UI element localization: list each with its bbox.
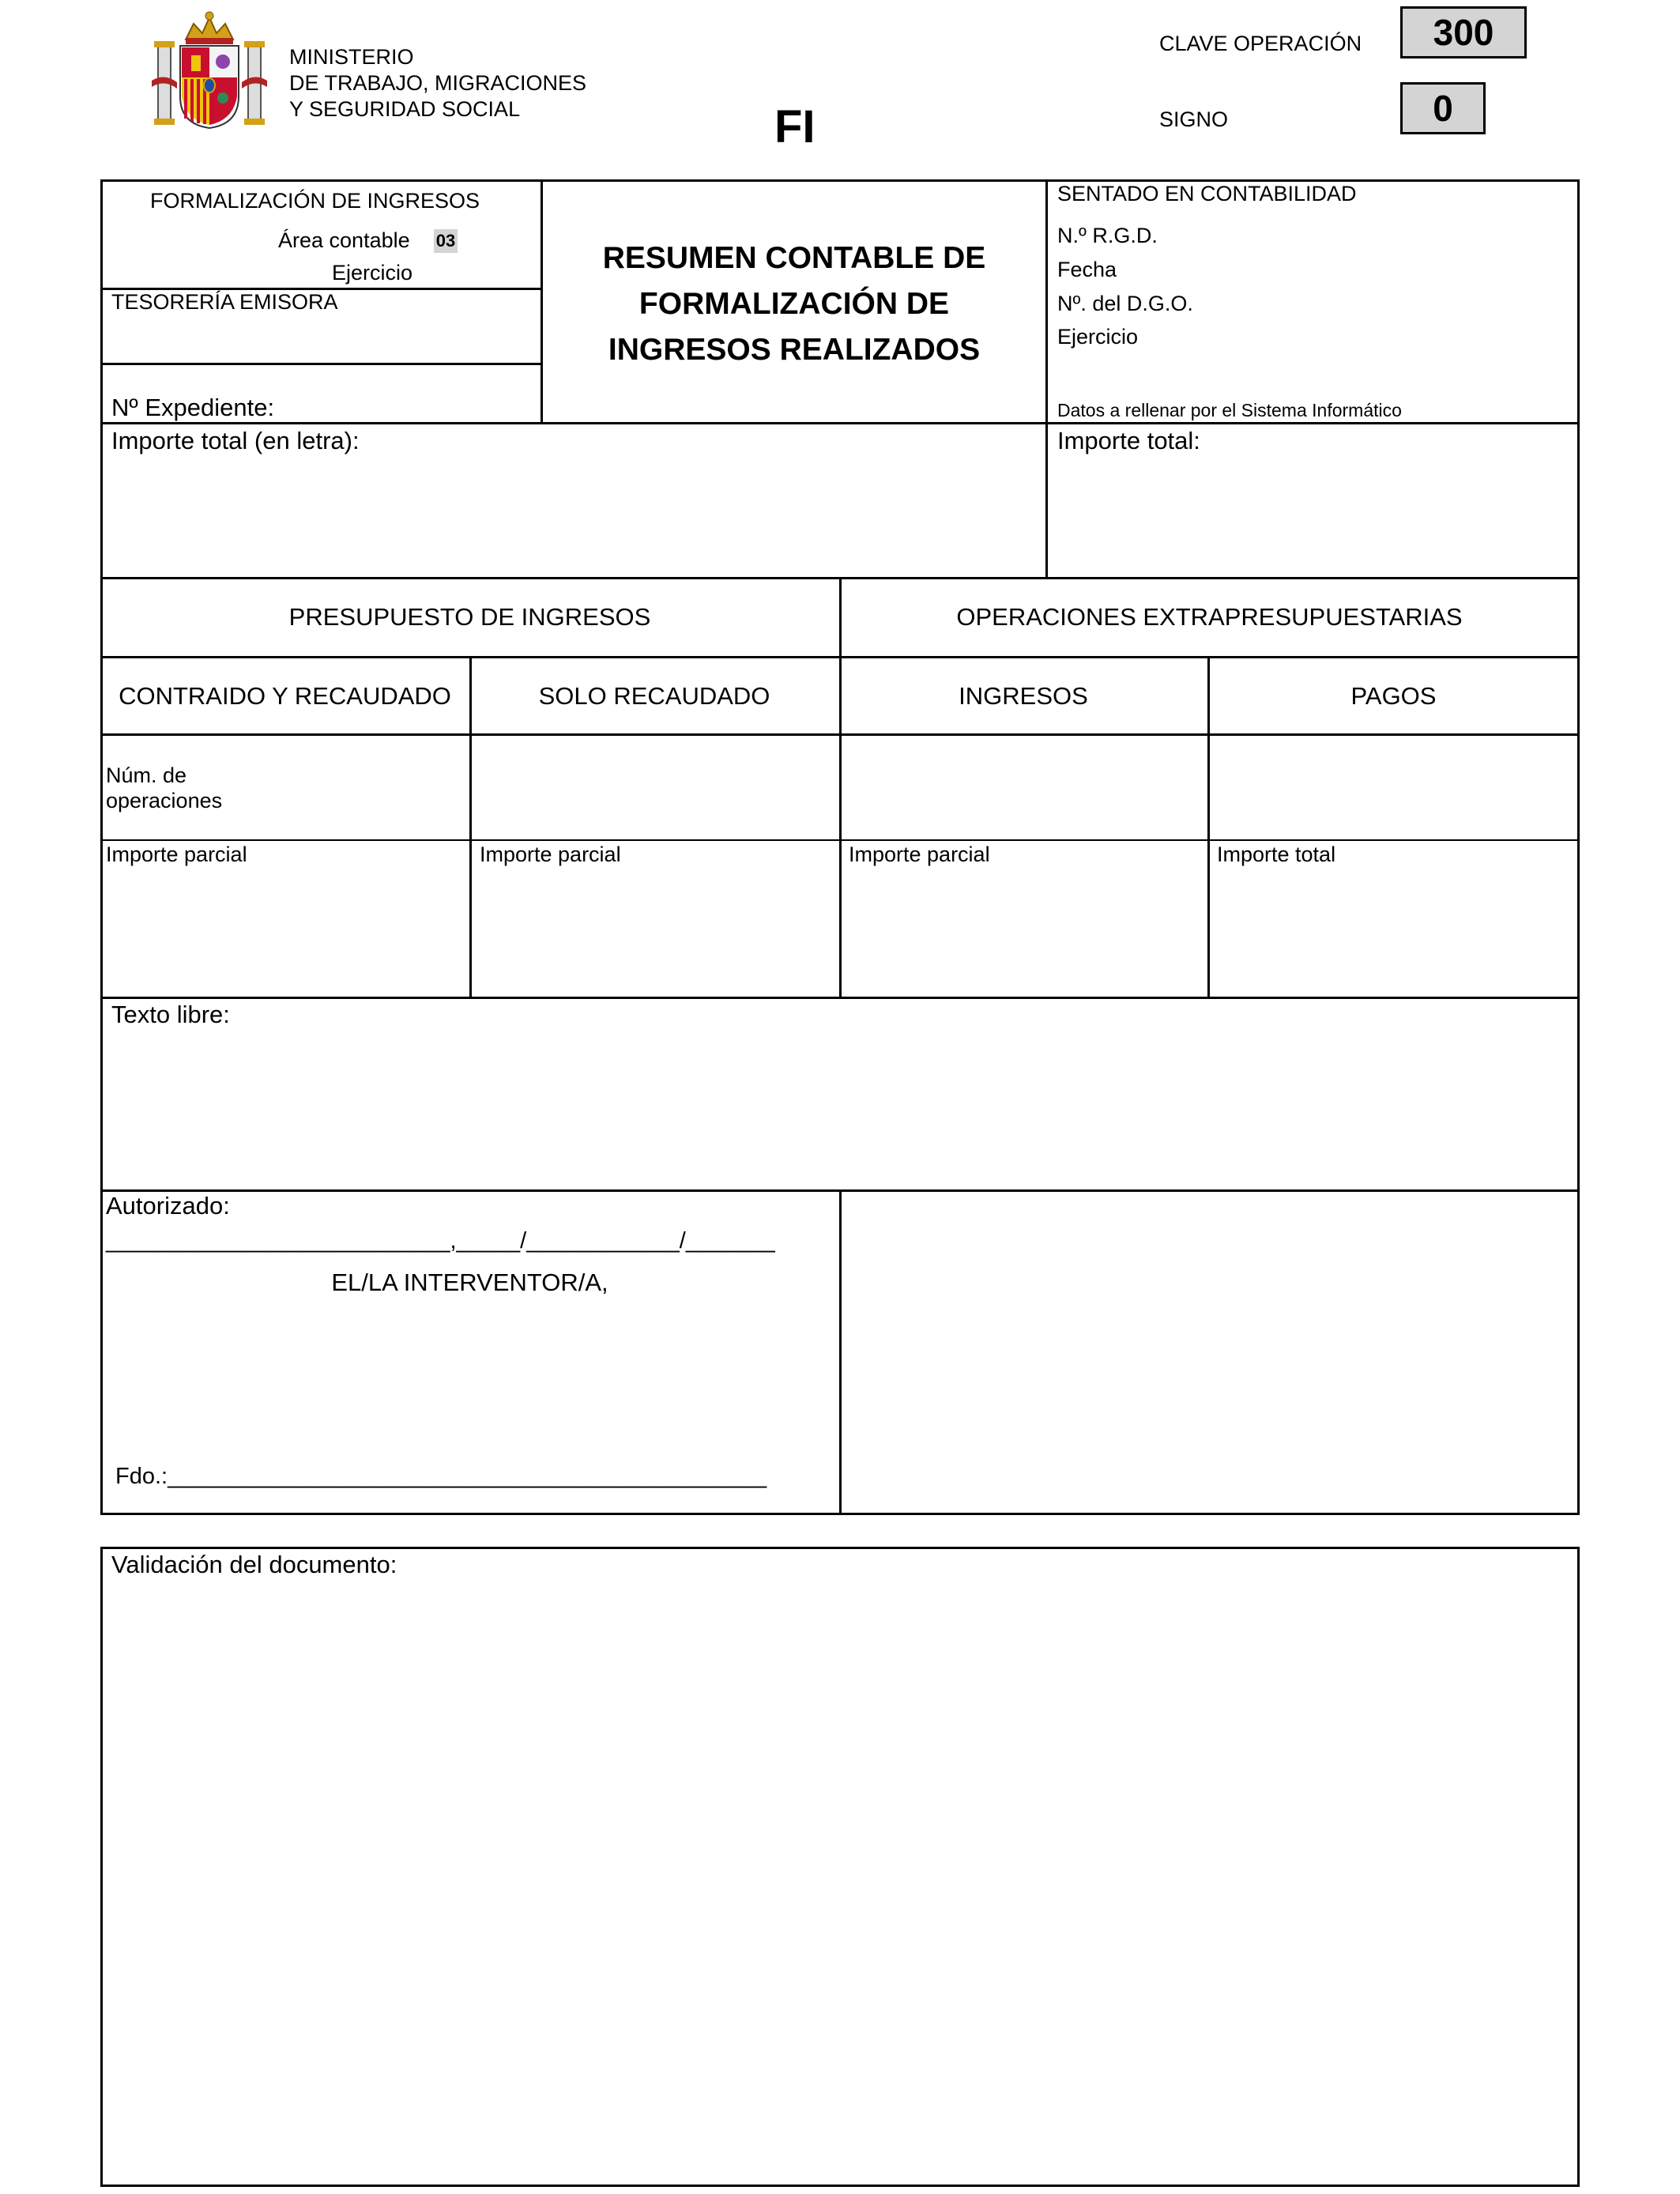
divider bbox=[100, 363, 543, 365]
form-code: FI bbox=[774, 101, 816, 153]
importe-letra-label: Importe total (en letra): bbox=[111, 427, 360, 454]
num-operaciones-solo-recaudado-field[interactable] bbox=[477, 743, 834, 831]
tesoreria-emisora-label: TESORERÍA EMISORA bbox=[111, 290, 338, 314]
importe-parcial-contraido-field[interactable] bbox=[108, 877, 465, 990]
ejercicio-contabilidad-label: Ejercicio bbox=[1057, 325, 1139, 349]
importe-letra-field[interactable] bbox=[111, 460, 1039, 574]
divider bbox=[1045, 179, 1048, 579]
num-operaciones-ingresos-field[interactable] bbox=[847, 743, 1203, 831]
title-line2: FORMALIZACIÓN DE bbox=[638, 287, 950, 321]
presupuesto-ingresos-header bbox=[100, 603, 839, 631]
form-main-title bbox=[543, 236, 1045, 373]
importe-total-pagos-field[interactable] bbox=[1215, 877, 1574, 990]
column-header-text: CONTRAIDO Y RECAUDADO bbox=[119, 682, 451, 710]
rgd-label: N.º R.G.D. bbox=[1057, 224, 1158, 247]
area-contable-value bbox=[434, 229, 458, 253]
num-operaciones-label-line2: operaciones bbox=[106, 789, 223, 812]
ministry-line3: Y SEGURIDAD SOCIAL bbox=[289, 97, 521, 121]
fdo-signature-line: Fdo.:_______________________________________________ bbox=[115, 1464, 767, 1489]
signo-number: 0 bbox=[1433, 88, 1453, 129]
column-header-contraido bbox=[100, 682, 469, 711]
operaciones-extra-text: OPERACIONES EXTRAPRESUPUESTARIAS bbox=[956, 603, 1463, 631]
column-header-text: PAGOS bbox=[1350, 682, 1437, 710]
fecha-label: Fecha bbox=[1057, 258, 1117, 281]
area-contable-label: Área contable bbox=[278, 228, 410, 252]
title-line1: RESUMEN CONTABLE DE bbox=[602, 241, 986, 275]
texto-libre-label: Texto libre: bbox=[111, 1001, 230, 1028]
operaciones-extra-header bbox=[839, 603, 1580, 631]
validation-area bbox=[106, 1585, 1574, 2181]
presupuesto-ingresos-text: PRESUPUESTO DE INGRESOS bbox=[288, 603, 651, 631]
expediente-label: Nº Expediente: bbox=[111, 394, 275, 421]
ministry-line2: DE TRABAJO, MIGRACIONES bbox=[289, 71, 587, 95]
texto-libre-field[interactable] bbox=[111, 1034, 1573, 1187]
column-header-pagos bbox=[1207, 682, 1580, 711]
stamp-area bbox=[844, 1194, 1577, 1513]
area-contable-code: 03 bbox=[435, 231, 456, 251]
column-header-ingresos bbox=[839, 682, 1207, 711]
coat-of-arms-logo bbox=[150, 9, 269, 132]
divider bbox=[839, 1189, 842, 1515]
title-line3: INGRESOS REALIZADOS bbox=[608, 333, 981, 367]
divider bbox=[839, 577, 842, 999]
interventor-text: EL/LA INTERVENTOR/A, bbox=[331, 1269, 608, 1296]
sistema-informatico-note: Datos a rellenar por el Sistema Informático bbox=[1057, 400, 1402, 420]
importe-parcial-ingresos-label: Importe parcial bbox=[849, 843, 990, 866]
signo-label: SIGNO bbox=[1159, 107, 1229, 131]
validacion-label: Validación del documento: bbox=[111, 1551, 397, 1578]
importe-parcial-solo-recaudado-label: Importe parcial bbox=[480, 843, 621, 866]
column-header-solo-recaudado bbox=[469, 682, 839, 711]
importe-parcial-ingresos-field[interactable] bbox=[847, 877, 1203, 990]
importe-total-field[interactable] bbox=[1057, 460, 1574, 574]
num-operaciones-pagos-field[interactable] bbox=[1215, 743, 1574, 831]
ejercicio-label: Ejercicio bbox=[332, 261, 413, 285]
signo-value bbox=[1400, 82, 1486, 134]
date-signature-line: ___________________________,_____/____________/_______ bbox=[106, 1228, 775, 1253]
ministry-line1: MINISTERIO bbox=[289, 45, 414, 69]
clave-operacion-value bbox=[1400, 6, 1527, 58]
column-header-text: SOLO RECAUDADO bbox=[538, 682, 770, 710]
tesoreria-emisora-field[interactable] bbox=[111, 319, 533, 357]
num-operaciones-label-line1: Núm. de bbox=[106, 763, 187, 787]
importe-parcial-contraido-label: Importe parcial bbox=[106, 843, 247, 866]
clave-operacion-label: CLAVE OPERACIÓN bbox=[1159, 32, 1362, 55]
dgo-label: Nº. del D.G.O. bbox=[1057, 292, 1193, 315]
expediente-field[interactable] bbox=[284, 390, 533, 424]
sentado-contabilidad-title: SENTADO EN CONTABILIDAD bbox=[1057, 182, 1357, 205]
column-header-text: INGRESOS bbox=[959, 682, 1088, 710]
clave-operacion-number: 300 bbox=[1433, 12, 1494, 53]
importe-total-label: Importe total: bbox=[1057, 427, 1200, 454]
interventor-title bbox=[100, 1269, 839, 1297]
num-operaciones-contraido-field[interactable] bbox=[261, 771, 461, 820]
autorizado-label: Autorizado: bbox=[106, 1192, 230, 1220]
importe-total-pagos-label: Importe total bbox=[1217, 843, 1336, 866]
importe-parcial-solo-recaudado-field[interactable] bbox=[477, 877, 834, 990]
formalizacion-title: FORMALIZACIÓN DE INGRESOS bbox=[150, 189, 480, 213]
